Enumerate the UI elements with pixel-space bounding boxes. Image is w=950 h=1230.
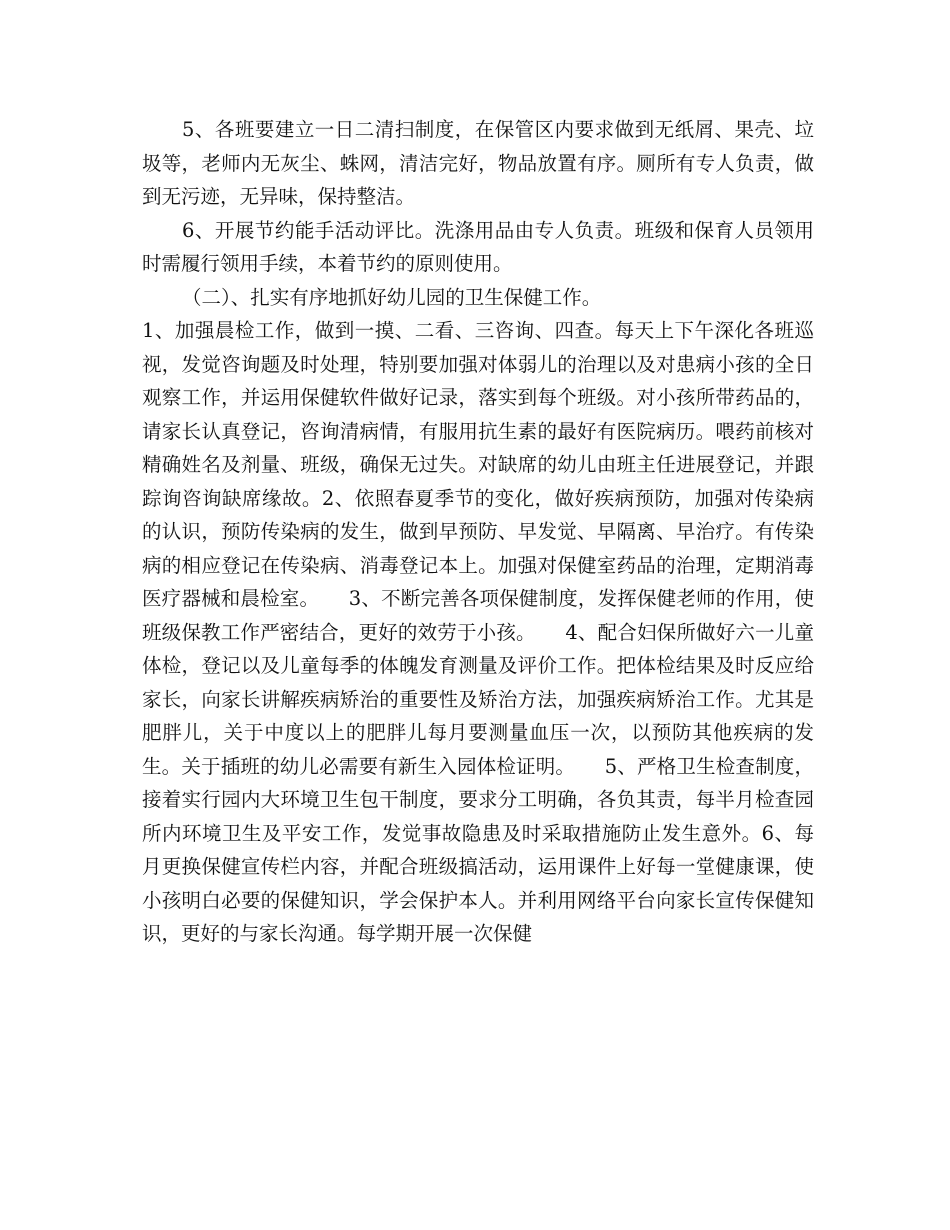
paragraph-cleaning-system: 5、各班要建立一日二清扫制度，在保管区内要求做到无纸屑、果壳、垃圾等，老师内无灰尘、蛛网，清洁完好，物品放置有序。厕所有专人负责，做到无污迹，无异味，保持整洁。 <box>142 118 814 208</box>
document-body <box>142 113 814 951</box>
section-heading-health-care: （二）、扎实有序地抓好幼儿园的卫生保健工作。 <box>182 285 602 309</box>
paragraph-health-care-details: 1、加强晨检工作，做到一摸、二看、三咨询、四查。每天上下午深化各班巡视，发觉咨询题及时处理，特别要加强对体弱儿的治理以及对患病小孩的全日观察工作，并运用保健软件做好记录，落实到每个班级。对小孩所带药品的，请家长认真登记，咨询清病情，有服用抗生素的最好有医院病历。喂药前核对精确姓名及剂量、班级，确保无过失。对缺席的幼儿由班主任进展登记，并跟踪询咨询缺席缘故。2、依照春夏季节的变化，做好疾病预防，加强对传染病的认识，预防传染病的发生，做到早预防、早发觉、早隔离、早治疗。有传染病的相应登记在传染病、消毒登记本上。加强对保健室药品的治理，定期消毒医疗器械和晨检室。 3、不断完善各项保健制度，发挥保健老师的作用，使班级保教工作严密结合，更好的效劳于小孩。 4、配合妇保所做好六一儿童体检，登记以及儿童每季的体魄发育测量及评价工作。把体检结果及时反应给家长，向家长讲解疾病矫治的重要性及矫治方法，加强疾病矫治工作。尤其是肥胖儿，关于中度以上的肥胖儿每月要测量血压一次，以预防其他疾病的发生。关于插班的幼儿必需要有新生入园体检证明。 5、严格卫生检查制度，接着实行园内大环境卫生包干制度，要求分工明确，各负其责，每半月检查园所内环境卫生及平安工作，发觉事故隐患及时采取措施防止发生意外。6、每月更换保健宣传栏内容，并配合班级搞活动，运用课件上好每一堂健康课，使小孩明白必要的保健知识，学会保护本人。并利用网络平台向家长宣传保健知识，更好的与家长沟通。每学期开展一次保健 <box>142 319 814 945</box>
paragraph-saving-activity: 6、开展节约能手活动评比。洗涤用品由专人负责。班级和保育人员领用时需履行领用手续，本着节约的原则使用。 <box>142 218 814 275</box>
